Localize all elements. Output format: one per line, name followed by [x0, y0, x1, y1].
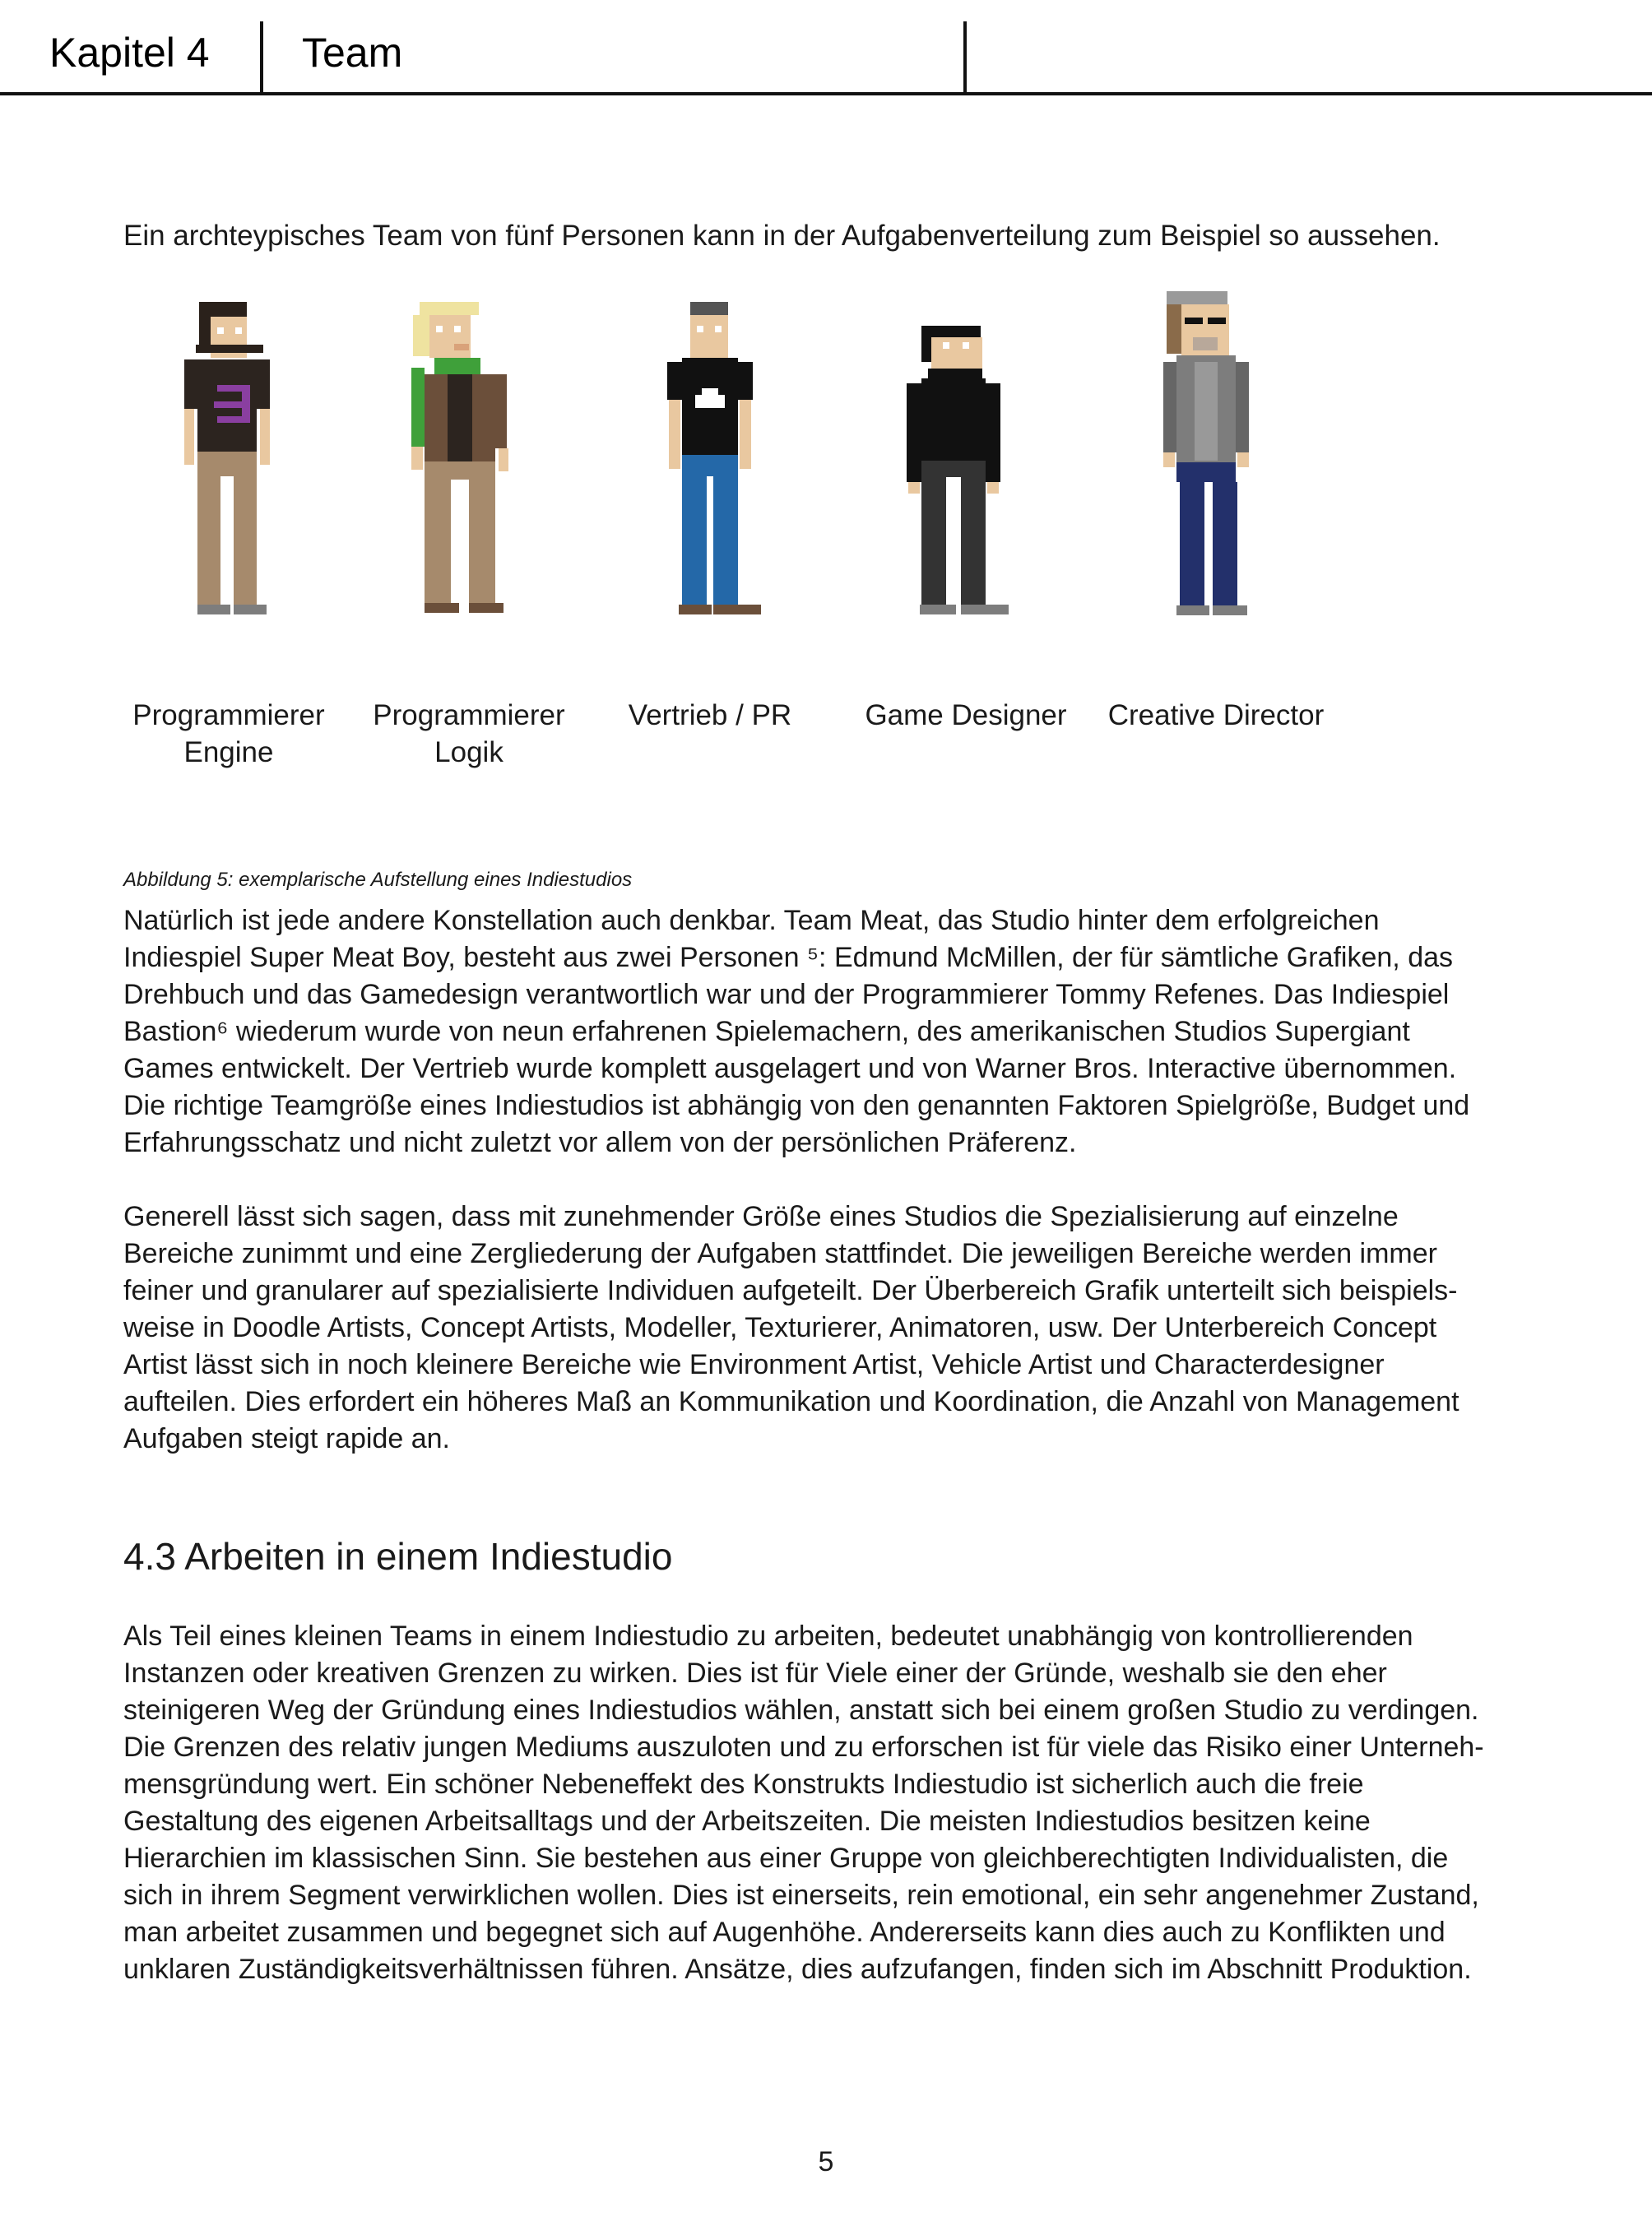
figure-caption: Abbildung 5: exemplarische Aufstellung eines Indiestudios: [123, 869, 633, 891]
text-line: Die richtige Teamgröße eines Indiestudios ist abhängig von den genannten Faktoren Spielgröße, Budget und: [123, 1090, 1470, 1121]
pixel-person-grey-hair-glasses-icon: [1093, 280, 1339, 675]
role-label: Vertrieb / PR: [628, 699, 792, 731]
chapter-label: Kapitel 4: [49, 30, 210, 76]
page-number: 5: [818, 2146, 834, 2177]
team-figure: [0, 280, 1652, 790]
text-line: Games entwickelt. Der Vertrieb wurde komplett ausgelagert und von Warner Bros. Interactive übernommen.: [123, 1053, 1457, 1084]
team-member: [105, 280, 352, 790]
text-line: sich in ihrem Segment verwirklichen wollen. Dies ist einerseits, rein emotional, ein sehr angenehmer Zustand,: [123, 1880, 1479, 1911]
team-member: [346, 280, 592, 790]
pixel-person-bearded-black-sweater-icon: [842, 280, 1089, 675]
pixel-person-black-shirt-blue-jeans-icon: [587, 280, 833, 675]
intro-text: Ein archteypisches Team von fünf Personen kann in der Aufgabenverteilung zum Beispiel so aussehen.: [123, 220, 1441, 252]
section-heading: 4.3 Arbeiten in einem Indiestudio: [123, 1535, 673, 1578]
team-member: [587, 280, 833, 790]
body-paragraph: [123, 902, 1530, 1162]
team-member: [1093, 280, 1339, 790]
header-divider: [260, 21, 263, 92]
text-line: weise in Doodle Artists, Concept Artists, Modeller, Texturierer, Animatoren, usw. Der Unterbereich Concept: [123, 1312, 1437, 1343]
pixel-person-blond-green-scarf-icon: [346, 280, 592, 675]
text-line: feiner und granularer auf spezialisierte Individuen aufgeteilt. Der Überbereich Grafik unterteilt sich beispiels-: [123, 1275, 1458, 1306]
text-line: Indiespiel Super Meat Boy, besteht aus zwei Personen ⁵: Edmund McMillen, der für sämtliche Grafiken, das: [123, 942, 1454, 973]
text-line: mensgründung wert. Ein schöner Nebeneffekt des Konstrukts Indiestudio ist sicherlich auch die freie: [123, 1769, 1364, 1800]
role-label: Programmierer Logik: [373, 699, 565, 768]
team-member: [842, 280, 1089, 790]
role-label: Creative Director: [1107, 699, 1325, 731]
role-label: Programmierer Engine: [132, 699, 325, 768]
text-line: Die Grenzen des relativ jungen Mediums auszuloten und zu erforschen ist für viele das Risiko einer Unterneh-: [123, 1732, 1484, 1763]
text-line: Bereiche zunimmt und eine Zergliederung der Aufgaben stattfindet. Die jeweiligen Bereiche werden immer: [123, 1238, 1437, 1269]
body-paragraph: [123, 1618, 1530, 1988]
text-line: aufteilen. Dies erfordert ein höheres Maß an Kommunikation und Koordination, die Anzahl von Management: [123, 1386, 1459, 1417]
text-line: Als Teil eines kleinen Teams in einem Indiestudio zu arbeiten, bedeutet unabhängig von kontrollierenden: [123, 1621, 1413, 1652]
header-divider: [963, 21, 967, 92]
text-line: Bastion⁶ wiederum wurde von neun erfahrenen Spielemachern, des amerikanischen Studios Supergiant: [123, 1016, 1410, 1047]
text-line: Hierarchien im klassischen Sinn. Sie bestehen aus einer Gruppe von gleichberechtigten Individualisten, die: [123, 1843, 1449, 1874]
text-line: Gestaltung des eigenen Arbeitsalltags und der Arbeitszeiten. Die meisten Indiestudios besitzen keine: [123, 1806, 1371, 1837]
text-line: unklaren Zuständigkeitsverhältnissen führen. Ansätze, dies aufzufangen, finden sich im Abschnitt Produktion.: [123, 1954, 1472, 1985]
text-line: Generell lässt sich sagen, dass mit zunehmender Größe eines Studios die Spezialisierung auf einzelne: [123, 1201, 1399, 1232]
text-line: steinigeren Weg der Gründung eines Indiestudios wählen, anstatt sich bei einem großen Studio zu verdingen.: [123, 1695, 1479, 1726]
role-label: Game Designer: [865, 699, 1067, 731]
text-line: Aufgaben steigt rapide an.: [123, 1423, 450, 1454]
text-line: Instanzen oder kreativen Grenzen zu wirken. Dies ist für Viele einer der Gründe, weshalb sie den eher: [123, 1658, 1387, 1689]
text-line: man arbeitet zusammen und begegnet sich auf Augenhöhe. Andererseits kann dies auch zu Konflikten und: [123, 1917, 1446, 1948]
chapter-title: Team: [302, 30, 403, 76]
text-line: Erfahrungsschatz und nicht zuletzt vor allem von der persönlichen Präferenz.: [123, 1127, 1077, 1158]
text-line: Drehbuch und das Gamedesign verantwortlich war und der Programmierer Tommy Refenes. Das Indiespiel: [123, 979, 1450, 1010]
text-line: Artist lässt sich in noch kleinere Bereiche wie Environment Artist, Vehicle Artist und Characterdesigner: [123, 1349, 1385, 1380]
text-line: Natürlich ist jede andere Konstellation auch denkbar. Team Meat, das Studio hinter dem erfolgreichen: [123, 905, 1380, 936]
pixel-person-dark-hair-purple-shirt-icon: [105, 280, 352, 675]
page-header: [0, 0, 1652, 95]
body-paragraph: [123, 1199, 1530, 1458]
